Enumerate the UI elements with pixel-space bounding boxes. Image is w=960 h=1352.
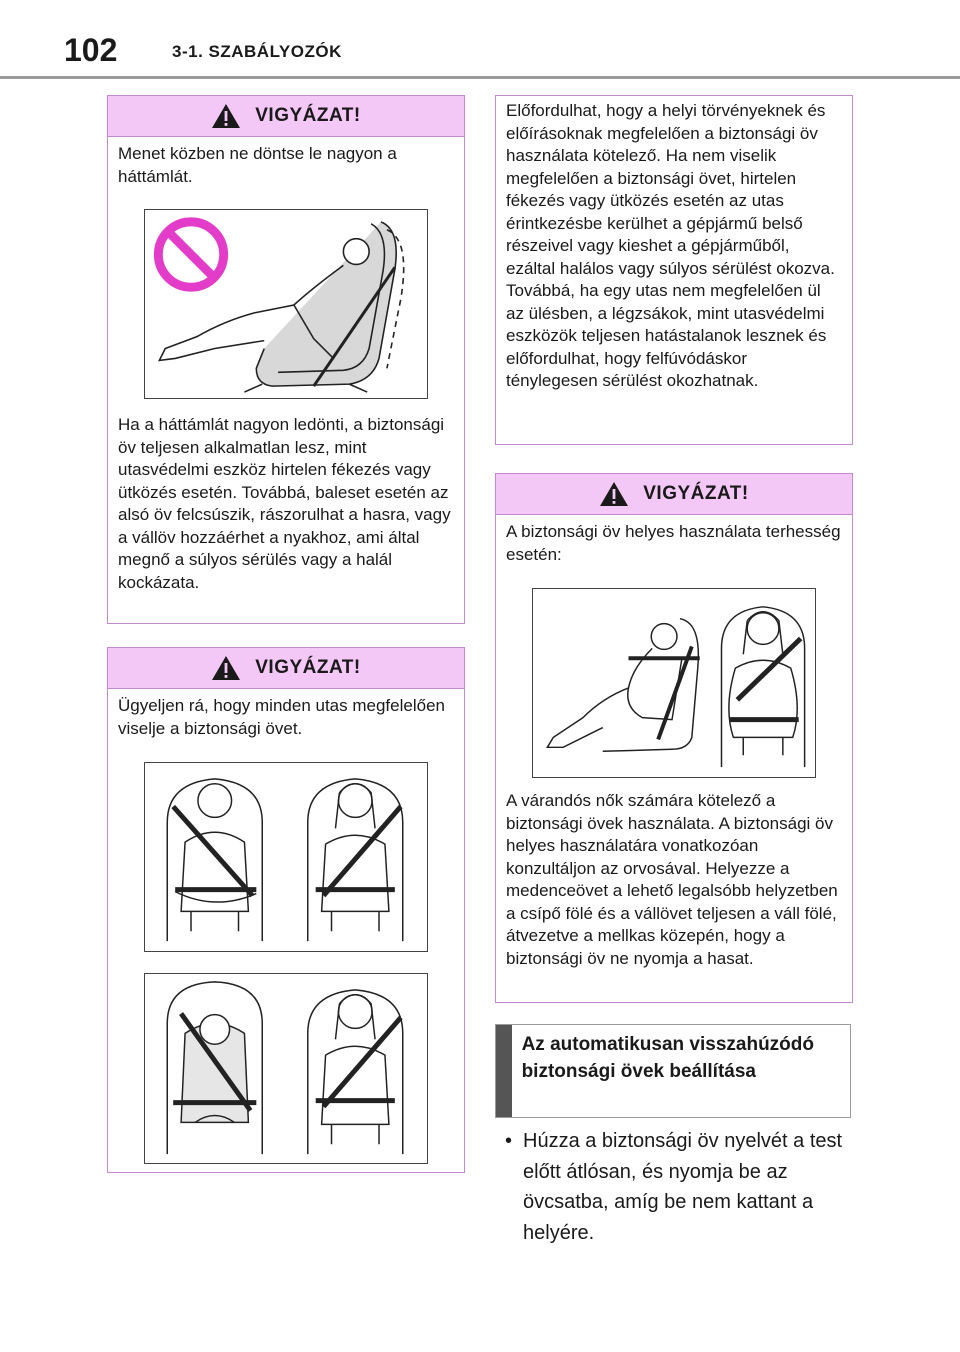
legal-notice-box [495,95,853,445]
page-number: 102 [64,32,118,68]
belted-man-drawing [167,779,262,941]
prohibition-icon [158,222,223,287]
caution-header [496,474,852,515]
subheading-bar [496,1025,512,1117]
bullet-dot: • [505,1130,513,1152]
reclined-passenger-drawing [159,222,403,392]
belted-woman-drawing [308,779,403,941]
seatbelt-man-woman-figure [144,762,428,952]
belted-child-drawing [167,982,262,1154]
pregnant-front-view-drawing [721,607,804,767]
warning-triangle-icon [211,655,241,681]
bullet-text: Húzza a biztonsági öv nyelvét a test előtt átlósan, és nyomja be az övcsatba, amíg be nem kattant a helyére. [523,1130,843,1244]
caution-body-text: A várandós nők számára kötelező a biztonsági övek használata. A biztonsági öv helyes használatára vonatkozóan konzultáljon az orvosával. Helyezze a medenceövet a lehető legalsóbb helyzetben a csípő fölé és a vállövet teljesen a váll fölé, átvezetve a mellkas közepén, hogy a biztonsági öv ne nyomja a hasat. [506,791,838,968]
caution-intro-text: A biztonsági öv helyes használata terhesség esetén: [506,522,841,564]
pregnant-side-view-drawing [547,619,699,752]
warning-triangle-icon [599,481,629,507]
seatbelt-child-woman-figure [144,973,428,1164]
section-subheading [495,1024,851,1118]
belted-pregnant-woman-drawing [308,990,403,1154]
subheading-text: Az automatikusan visszahúzódó biztonsági övek beállítása [521,1034,815,1082]
caution-header [108,96,464,137]
warning-triangle-icon [211,103,241,129]
section-title: 3-1. SZABÁLYOZÓK [172,42,342,61]
caution-title: VIGYÁZAT! [255,657,361,678]
reclined-seat-figure [144,209,428,399]
header-divider [0,76,960,79]
instruction-bullet [497,1126,847,1248]
caution-body-text: Ha a háttámlát nagyon ledönti, a biztonsági öv teljesen alkalmatlan lesz, mint utasvédelmi eszköz hirtelen fékezés vagy ütközés esetén. Továbbá, baleset esetén az alsó öv felcsúszik, rászorulhat a hasra, vagy a vállöv hozzáérhet a nyakhoz, ami által megnő a súlyos sérülés vagy a halál kockázata. [118,415,451,592]
caution-intro-text: Menet közben ne döntse le nagyon a háttámlát. [118,144,397,186]
caution-title: VIGYÁZAT! [255,105,361,126]
pregnancy-seatbelt-figure [532,588,816,778]
caution-title: VIGYÁZAT! [643,483,749,504]
caution-header [108,648,464,689]
caution-intro-text: Ügyeljen rá, hogy minden utas megfelelően viselje a biztonsági övet. [118,696,445,738]
legal-notice-text: Előfordulhat, hogy a helyi törvényeknek és előírásoknak megfelelően a biztonsági öv használata kötelező. Ha nem viselik megfelelően a biztonsági övet, hirtelen fékezés vagy ütközés esetén az utas érintkezésbe kerülhet a gépjármű belső részeivel vagy kieshet a gépjárműből, ezáltal halálos vagy súlyos sérülést okozva. Továbbá, ha egy utas nem megfelelően ül az ülésben, a légzsákok, mint utasvédelmi eszközök teljesen hatástalanok lesznek és előfordulhat, hogy felfúvódáskor ténylegesen sérülést okozhatnak. [506,101,835,390]
